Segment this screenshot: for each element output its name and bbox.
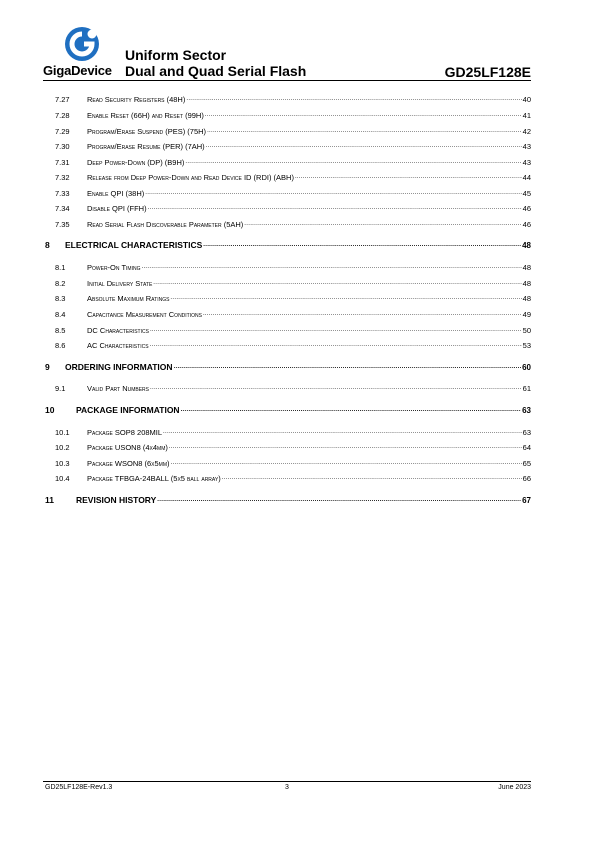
- toc-subsection-entry[interactable]: [45, 217, 531, 229]
- toc-entry-page: 63: [522, 406, 531, 415]
- toc-entry-number: 7.27: [55, 95, 70, 104]
- toc-entry-number: 10.1: [55, 428, 70, 437]
- toc-entry-title: Release from Deep Power-Down and Read Device ID (RDI) (ABH): [87, 173, 294, 182]
- toc-entry-page: 60: [522, 363, 531, 372]
- toc-dot-leader: [141, 263, 521, 272]
- toc-entry-page: 63: [522, 428, 531, 437]
- toc-entry-title: AC Characteristics: [87, 341, 149, 350]
- toc-entry-page: 48: [522, 279, 531, 288]
- toc-entry-title: Capacitance Measurement Conditions: [87, 310, 202, 319]
- toc-entry-title: Initial Delivery State: [87, 279, 153, 288]
- toc-entry-page: 46: [522, 220, 531, 229]
- toc-entry-title: Read Serial Flash Discoverable Parameter (5AH): [87, 220, 244, 229]
- toc-entry-number: 9: [45, 362, 50, 372]
- footer-page-number: 3: [285, 784, 289, 791]
- toc-entry-number: 7.28: [55, 111, 70, 120]
- toc-entry-page: 46: [522, 204, 531, 213]
- toc-subsection-entry[interactable]: [45, 155, 531, 167]
- toc-entry-page: 61: [522, 384, 531, 393]
- toc-subsection-entry[interactable]: [45, 471, 531, 483]
- toc-entry-number: 7.31: [55, 158, 70, 167]
- toc-dot-leader: [150, 341, 522, 350]
- toc-entry-title: Package TFBGA-24BALL (5x5 ball array): [87, 474, 221, 483]
- toc-subsection-entry[interactable]: [45, 307, 531, 319]
- toc-section-entry[interactable]: [45, 493, 531, 505]
- toc-entry-number: 10.4: [55, 474, 70, 483]
- toc-entry-number: 7.33: [55, 189, 70, 198]
- toc-entry-number: 8.3: [55, 294, 66, 303]
- footer-date: June 2023: [498, 784, 531, 791]
- toc-subsection-entry[interactable]: [45, 440, 531, 452]
- toc-entry-page: 48: [522, 294, 531, 303]
- toc-dot-leader: [244, 220, 521, 229]
- toc-subsection-entry[interactable]: [45, 338, 531, 350]
- toc-dot-leader: [203, 310, 522, 319]
- toc-section-entry[interactable]: [45, 238, 531, 250]
- toc-dot-leader: [203, 241, 521, 250]
- toc-entry-page: 66: [522, 474, 531, 483]
- toc-entry-title: ORDERING INFORMATION: [65, 362, 173, 372]
- toc-entry-title: Valid Part Numbers: [87, 384, 150, 393]
- toc-entry-page: 43: [522, 158, 531, 167]
- toc-entry-page: 40: [522, 95, 531, 104]
- toc-subsection-entry[interactable]: [45, 186, 531, 198]
- toc-entry-number: 8.5: [55, 326, 66, 335]
- footer-doc-id: GD25LF128E-Rev1.3: [45, 784, 113, 791]
- toc-subsection-entry[interactable]: [45, 92, 531, 104]
- toc-dot-leader: [163, 428, 522, 437]
- toc-entry-page: 48: [522, 263, 531, 272]
- toc-entry-page: 65: [522, 459, 531, 468]
- toc-entry-page: 48: [522, 241, 531, 250]
- toc-entry-number: 9.1: [55, 384, 66, 393]
- toc-entry-title: Package SOP8 208MIL: [87, 428, 163, 437]
- toc-entry-title: Program/Erase Resume (PER) (7AH): [87, 142, 205, 151]
- toc-dot-leader: [171, 459, 522, 468]
- toc-entry-number: 8.6: [55, 341, 66, 350]
- toc-entry-title: Enable Reset (66H) and Reset (99H): [87, 111, 204, 120]
- toc-dot-leader: [145, 189, 521, 198]
- toc-subsection-entry[interactable]: [45, 170, 531, 182]
- gigadevice-logo: [43, 26, 123, 80]
- toc-dot-leader: [206, 142, 522, 151]
- toc-subsection-entry[interactable]: [45, 108, 531, 120]
- toc-dot-leader: [170, 294, 521, 303]
- toc-entry-title: Package WSON8 (6x5mm): [87, 459, 170, 468]
- toc-dot-leader: [185, 158, 521, 167]
- toc-entry-title: Absolute Maximum Ratings: [87, 294, 170, 303]
- toc-entry-title: PACKAGE INFORMATION: [76, 405, 180, 415]
- toc-dot-leader: [157, 496, 521, 505]
- toc-entry-title: REVISION HISTORY: [76, 495, 157, 505]
- title-line-2: Dual and Quad Serial Flash: [125, 63, 307, 79]
- toc-entry-number: 8: [45, 240, 50, 250]
- toc-section-entry[interactable]: [45, 403, 531, 415]
- toc-dot-leader: [148, 204, 522, 213]
- toc-subsection-entry[interactable]: [45, 381, 531, 393]
- toc-section-entry[interactable]: [45, 360, 531, 372]
- toc-entry-page: 53: [522, 341, 531, 350]
- toc-entry-page: 42: [522, 127, 531, 136]
- toc-dot-leader: [169, 443, 522, 452]
- toc-entry-number: 7.30: [55, 142, 70, 151]
- toc-dot-leader: [205, 111, 522, 120]
- toc-entry-page: 67: [522, 496, 531, 505]
- toc-entry-page: 43: [522, 142, 531, 151]
- toc-entry-page: 49: [522, 310, 531, 319]
- document-title: [125, 47, 306, 79]
- toc-dot-leader: [295, 173, 522, 182]
- logo-mark-icon: [64, 26, 100, 62]
- toc-entry-page: 44: [522, 173, 531, 182]
- toc-entry-number: 7.34: [55, 204, 70, 213]
- toc-entry-number: 11: [45, 495, 54, 505]
- toc-dot-leader: [150, 326, 522, 335]
- toc-subsection-entry[interactable]: [45, 201, 531, 213]
- toc-entry-number: 10: [45, 405, 55, 415]
- toc-dot-leader: [153, 279, 521, 288]
- toc-dot-leader: [181, 406, 522, 415]
- toc-entry-title: Disable QPI (FFH): [87, 204, 147, 213]
- toc-entry-number: 8.1: [55, 263, 66, 272]
- toc-entry-title: Package USON8 (4x4mm): [87, 443, 168, 452]
- toc-entry-number: 8.4: [55, 310, 66, 319]
- toc-subsection-entry[interactable]: [45, 425, 531, 437]
- toc-subsection-entry[interactable]: [45, 139, 531, 151]
- toc-dot-leader: [174, 363, 522, 372]
- toc-entry-title: DC Characteristics: [87, 326, 149, 335]
- toc-subsection-entry[interactable]: [45, 124, 531, 136]
- toc-entry-page: 50: [522, 326, 531, 335]
- toc-dot-leader: [222, 474, 522, 483]
- toc-dot-leader: [150, 384, 522, 393]
- toc-subsection-entry[interactable]: [45, 456, 531, 468]
- toc-entry-title: Read Security Registers (48H): [87, 95, 186, 104]
- toc-entry-number: 7.29: [55, 127, 70, 136]
- toc-entry-number: 10.3: [55, 459, 70, 468]
- toc-entry-number: 10.2: [55, 443, 70, 452]
- toc-dot-leader: [186, 95, 521, 104]
- toc-entry-page: 41: [522, 111, 531, 120]
- toc-subsection-entry[interactable]: [45, 276, 531, 288]
- title-line-1: Uniform Sector: [125, 47, 227, 63]
- toc-entry-number: 7.32: [55, 173, 70, 182]
- part-number: GD25LF128E: [444, 64, 531, 80]
- header-divider: [43, 80, 531, 81]
- toc-subsection-entry[interactable]: [45, 323, 531, 335]
- logo-text: GigaDevice: [43, 63, 112, 78]
- toc-entry-title: ELECTRICAL CHARACTERISTICS: [65, 240, 203, 250]
- toc-subsection-entry[interactable]: [45, 260, 531, 272]
- toc-entry-title: Program/Erase Suspend (PES) (75H): [87, 127, 207, 136]
- footer-divider: [43, 781, 531, 782]
- toc-entry-title: Deep Power-Down (DP) (B9H): [87, 158, 185, 167]
- toc-entry-number: 8.2: [55, 279, 66, 288]
- toc-dot-leader: [207, 127, 522, 136]
- toc-entry-title: Enable QPI (38H): [87, 189, 145, 198]
- toc-entry-number: 7.35: [55, 220, 70, 229]
- toc-entry-page: 45: [522, 189, 531, 198]
- toc-subsection-entry[interactable]: [45, 291, 531, 303]
- toc-entry-title: Power-On Timing: [87, 263, 141, 272]
- toc-entry-page: 64: [522, 443, 531, 452]
